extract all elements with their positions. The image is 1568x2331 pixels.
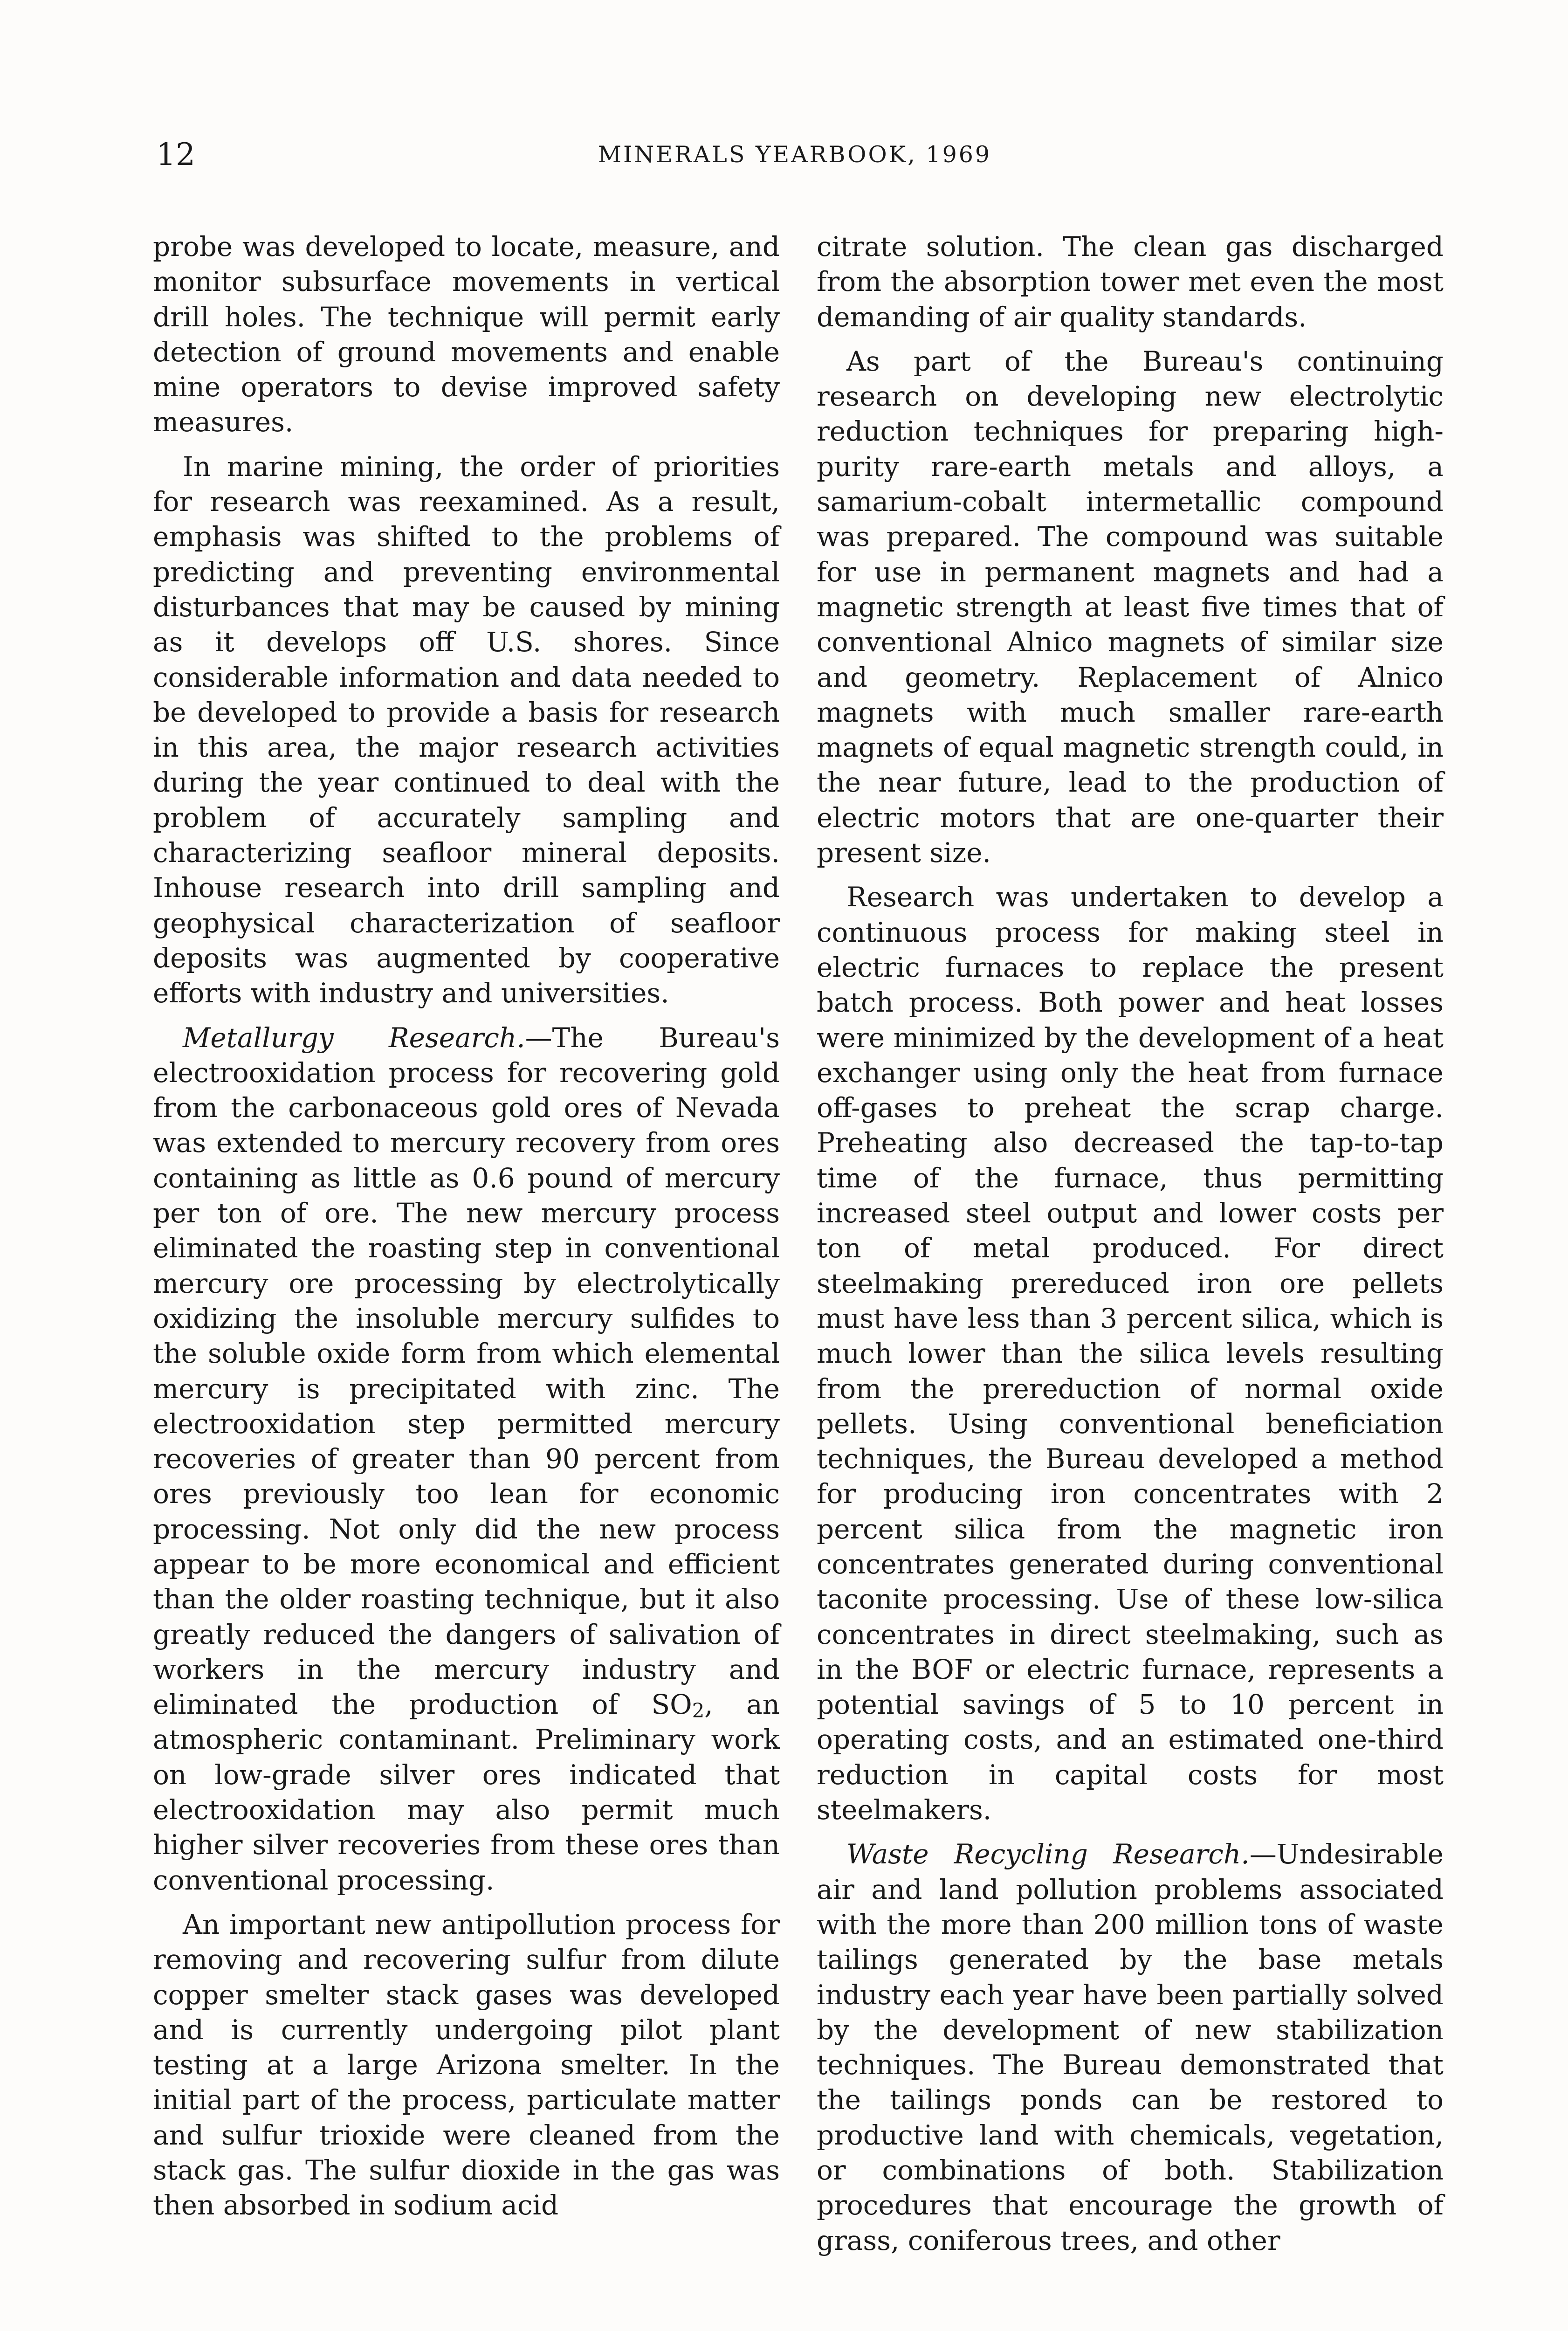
paragraph-rare-earth-magnets: As part of the Bureau's continuing research on developing new electrolytic reduction techniques for preparing high-purity rare-earth metals and alloys, a samarium-cobalt intermetallic compound was prepared. The compound was suitable for use in permanent magnets and had a magnetic strength at least five times that of conventional Alnico magnets of similar size and geometry. Replacement of Alnico magnets with much smaller rare-earth magnets of equal magnetic strength could, in the near future, lead to the production of electric motors that are one-quarter their present size.	[817, 345, 1444, 869]
right-column	[817, 229, 1444, 2268]
subscript-two: 2	[692, 1699, 705, 1722]
running-title: MINERALS YEARBOOK, 1969	[598, 141, 992, 168]
waste-recycling-text: —Undesirable air and land pollution problems associated with the more than 200 million tons of waste tailings generated by the base metals industry each year have been partially solved by the development of new stabilization techniques. The Bureau demonstrated that the tailings ponds can be restored to productive land with chemicals, vegetation, or combinations of both. Stabilization procedures that encourage the growth of grass, coniferous trees, and other	[817, 1838, 1444, 2256]
page-number: 12	[156, 137, 195, 172]
paragraph-metallurgy-research	[153, 1021, 780, 1898]
metallurgy-text-part2: , an atmospheric contaminant. Preliminary work on low-grade silver ores indicated that electrooxidation may also permit much higher silver recoveries from these ores than conventional processing.	[153, 1689, 780, 1896]
page-header	[156, 131, 1433, 183]
metallurgy-text-part1: —The Bureau's electrooxidation process for recovering gold from the carbonaceous gold ores of Nevada was extended to mercury recovery from ores containing as little as 0.6 pound of mercury per ton of ore. The new mercury process eliminated the roasting step in conventional mercury ore processing by electrolytically oxidizing the insoluble mercury sulfides to the soluble oxide form from which elemental mercury is precipitated with zinc. The electrooxidation step permitted mercury recoveries of greater than 90 percent from ores previously too lean for economic processing. Not only did the new process appear to be more economical and efficient than the older roasting technique, but it also greatly reduced the dangers of salivation of workers in the mercury industry and eliminated the production of SO	[153, 1021, 780, 1721]
paragraph-citrate-continuation: citrate solution. The clean gas discharged from the absorption tower met even the most demanding of air quality standards.	[817, 231, 1444, 333]
paragraph-steel-process: Research was undertaken to develop a continuous process for making steel in electric furnaces to replace the present batch process. Both power and heat losses were minimized by the development of a heat exchanger using only the heat from furnace off-gases to preheat the scrap charge. Preheating also decreased the tap-to-tap time of the furnace, thus permitting increased steel output and lower costs per ton of metal produced. For direct steelmaking prereduced iron ore pellets must have less than 3 percent silica, which is much lower than the silica levels resulting from the prereduction of normal oxide pellets. Using conventional beneficiation techniques, the Bureau developed a method for producing iron concentrates with 2 percent silica from the magnetic iron concentrates generated during conventional taconite processing. Use of these low-silica concentrates in direct steelmaking, such as in the BOF or electric furnace, represents a potential savings of 5 to 10 percent in operating costs, and an estimated one-third reduction in capital costs for most steelmakers.	[817, 881, 1444, 1826]
section-heading-metallurgy: Metallurgy Research.	[183, 1021, 525, 1054]
paragraph-waste-recycling	[817, 1837, 1444, 2258]
paragraph-probe-continuation: probe was developed to locate, measure, and monitor subsurface movements in vertical drill holes. The technique will permit early detection of ground movements and enable mine operators to devise improved safety measures.	[153, 231, 780, 438]
paragraph-marine-mining: In marine mining, the order of priorities for research was reexamined. As a result, emphasis was shifted to the problems of predicting and preventing environmental disturbances that may be caused by mining as it develops off U.S. shores. Since considerable information and data needed to be developed to provide a basis for research in this area, the major research activities during the year continued to deal with the problem of accurately sampling and characterizing seafloor mineral deposits. Inhouse research into drill sampling and geophysical characterization of seafloor deposits was augmented by cooperative efforts with industry and universities.	[153, 450, 780, 1009]
left-column	[153, 229, 780, 2233]
section-heading-waste-recycling: Waste Recycling Research.	[846, 1838, 1250, 1870]
paragraph-antipollution-process: An important new antipollution process for removing and recovering sulfur from dilute copper smelter stack gases was developed and is currently undergoing pilot plant testing at a large Arizona smelter. In the initial part of the process, particulate matter and sulfur trioxide were cleaned from the stack gas. The sulfur dioxide in the gas was then absorbed in sodium acid	[153, 1908, 780, 2221]
